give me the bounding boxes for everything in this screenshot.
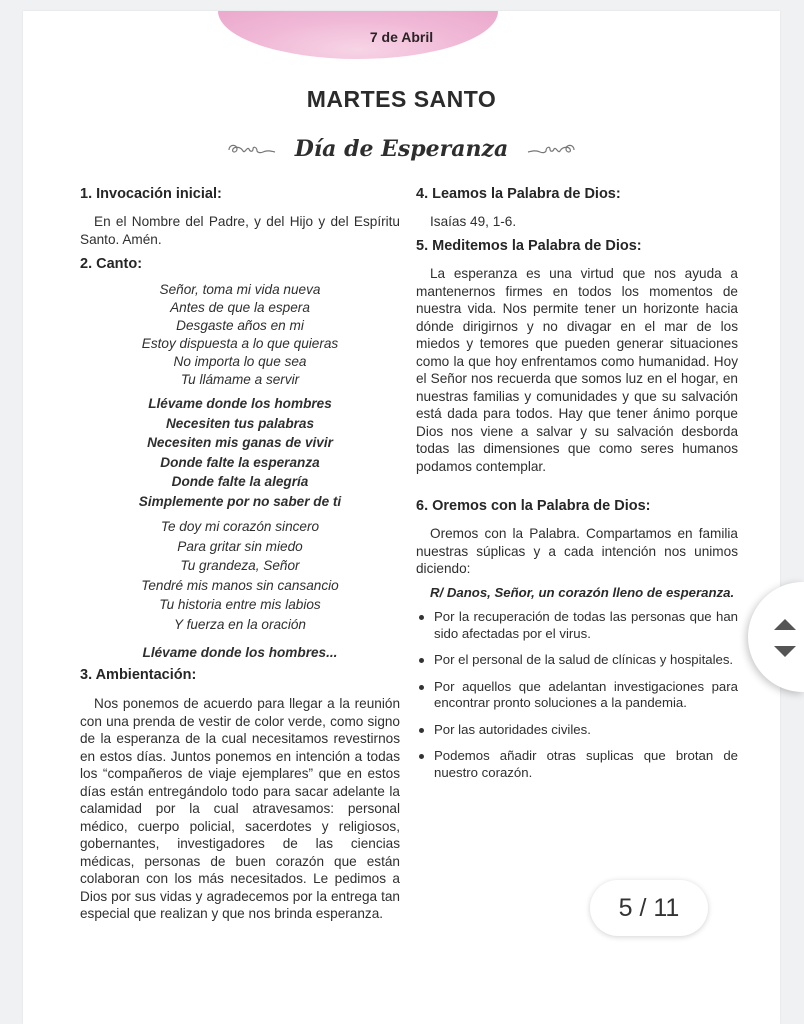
subtitle-row [23, 129, 780, 169]
chorus-line: Donde falte la esperanza [160, 454, 320, 470]
list-item [416, 652, 738, 669]
triangle-up-icon[interactable] [774, 619, 796, 630]
page-subtitle: Día de Esperanza [294, 136, 509, 162]
verse-line: Para gritar sin miedo [177, 538, 303, 554]
song-chorus-repeat [80, 643, 400, 663]
section-text [416, 525, 738, 578]
section-heading: 3. Ambientación: [80, 667, 197, 683]
bullet-icon [419, 658, 424, 663]
document-page [23, 11, 780, 1024]
bullet-icon [419, 685, 424, 690]
prayer-intro-text: Oremos con la Palabra. Compartamos en familia nuestras súplicas y a cada intención nos unimos diciendo: [416, 526, 738, 576]
ambientacion-text: Nos ponemos de acuerdo para llegar a la reunión con una prenda de vestir de color verde, como signo de la esperanza de la cual necesitamos revestirnos en estos días. Juntos ponemos en intención a todas los “compañeros de viaje ejemplares” que en estos días están entregándolo todo para sacar adelante la calamidad por la cual atravesamos: personal médico, cuerpo policial, sacerdotes y religiosos, gobernantes, investigadores de las ciencias médicas, personas de buen corazón que están colaboran con los más necesitados. Le pedimos a Dios por sus vidas y agradecemos por la entrega tan especial que realizan y que nos brinda esperanza. [80, 696, 400, 921]
date-label: 7 de Abril [369, 29, 434, 45]
bullet-icon [419, 754, 424, 759]
intention-text: Por las autoridades civiles. [434, 721, 591, 737]
flourish-right-icon [526, 140, 578, 158]
intention-text: Por el personal de la salud de clínicas y hospitales. [434, 652, 734, 667]
verse-line: Te doy mi corazón sincero [160, 519, 320, 534]
intention-text: Podemos añadir otras suplicas que brotan de nuestro corazón. [434, 748, 738, 780]
list-item [416, 748, 738, 781]
verse-line: Antes de que la espera [170, 300, 310, 315]
invocation-text: En el Nombre del Padre, y del Hijo y del Espíritu Santo. Amén. [80, 214, 400, 247]
intention-text: Por la recuperación de todas las personas que han sido afectadas por el virus. [434, 609, 738, 641]
meditation-text: La esperanza es una virtud que nos ayuda a mantenernos firmes en todos los momentos de nuestra vida. Nos permite tener un horizonte hacia dónde dirigirnos y no divagar en el mar de los miedos y temores que pueden generar situaciones como la que hoy enfrentamos como humanidad. Hoy el Señor nos recuerda que somos luz en el hogar, en nuestras familias y comunidades y que su salvación está dada para todos. Hay que tener ánimo porque Dios nos viene a salvar y su salvación desborda todas las dimensiones que como seres humanos podamos contemplar. [416, 266, 738, 474]
list-item [416, 609, 738, 642]
prayer-response: R/ Danos, Señor, un corazón lleno de esperanza. [430, 585, 735, 600]
bullet-icon [419, 615, 424, 620]
verse-line: Tendré mis manos sin cansancio [141, 577, 339, 593]
triangle-down-icon[interactable] [774, 646, 796, 657]
verse-line: Tu grandeza, Señor [180, 558, 300, 573]
section-heading: 2. Canto: [80, 256, 143, 272]
chorus-line: Simplemente por no saber de ti [138, 493, 342, 509]
song-verse-1 [80, 281, 400, 389]
section-text [416, 265, 738, 475]
section-text [80, 695, 400, 923]
chorus-line: Llévame donde los hombres... [142, 645, 338, 660]
section-heading: 1. Invocación inicial: [80, 186, 222, 202]
list-item [416, 722, 738, 739]
section-heading: 4. Leamos la Palabra de Dios: [416, 186, 621, 202]
section-heading: 5. Meditemos la Palabra de Dios: [416, 238, 642, 254]
chorus-line: Necesiten tus palabras [165, 415, 315, 431]
verse-line: Estoy dispuesta a lo que quieras [141, 336, 339, 351]
page-title: MARTES SANTO [306, 86, 497, 112]
intentions-list [416, 609, 738, 791]
verse-line: Señor, toma mi vida nueva [159, 282, 321, 297]
verse-line: No importa lo que sea [173, 354, 307, 369]
intention-text: Por aquellos que adelantan investigaciones para encontrar pronto soluciones a la pandemia. [434, 678, 738, 710]
chorus-line: Llévame donde los hombres [148, 396, 332, 411]
list-item [416, 679, 738, 712]
verse-line: Tu llámame a servir [180, 372, 300, 387]
flourish-left-icon [225, 140, 277, 158]
verse-line: Tu historia entre mis labios [159, 597, 321, 612]
chorus-line: Necesiten mis ganas de vivir [147, 435, 333, 450]
bullet-icon [419, 728, 424, 733]
scripture-reference: Isaías 49, 1-6. [430, 214, 517, 229]
page-indicator: 5 / 11 [590, 880, 708, 936]
section-heading: 6. Oremos con la Palabra de Dios: [416, 498, 651, 514]
chorus-line: Donde falte la alegría [171, 474, 309, 489]
song-verse-2 [80, 517, 400, 634]
song-chorus [80, 394, 400, 511]
section-text [80, 213, 400, 248]
verse-line: Desgaste años en mi [176, 318, 304, 333]
verse-line: Y fuerza en la oración [174, 616, 306, 632]
